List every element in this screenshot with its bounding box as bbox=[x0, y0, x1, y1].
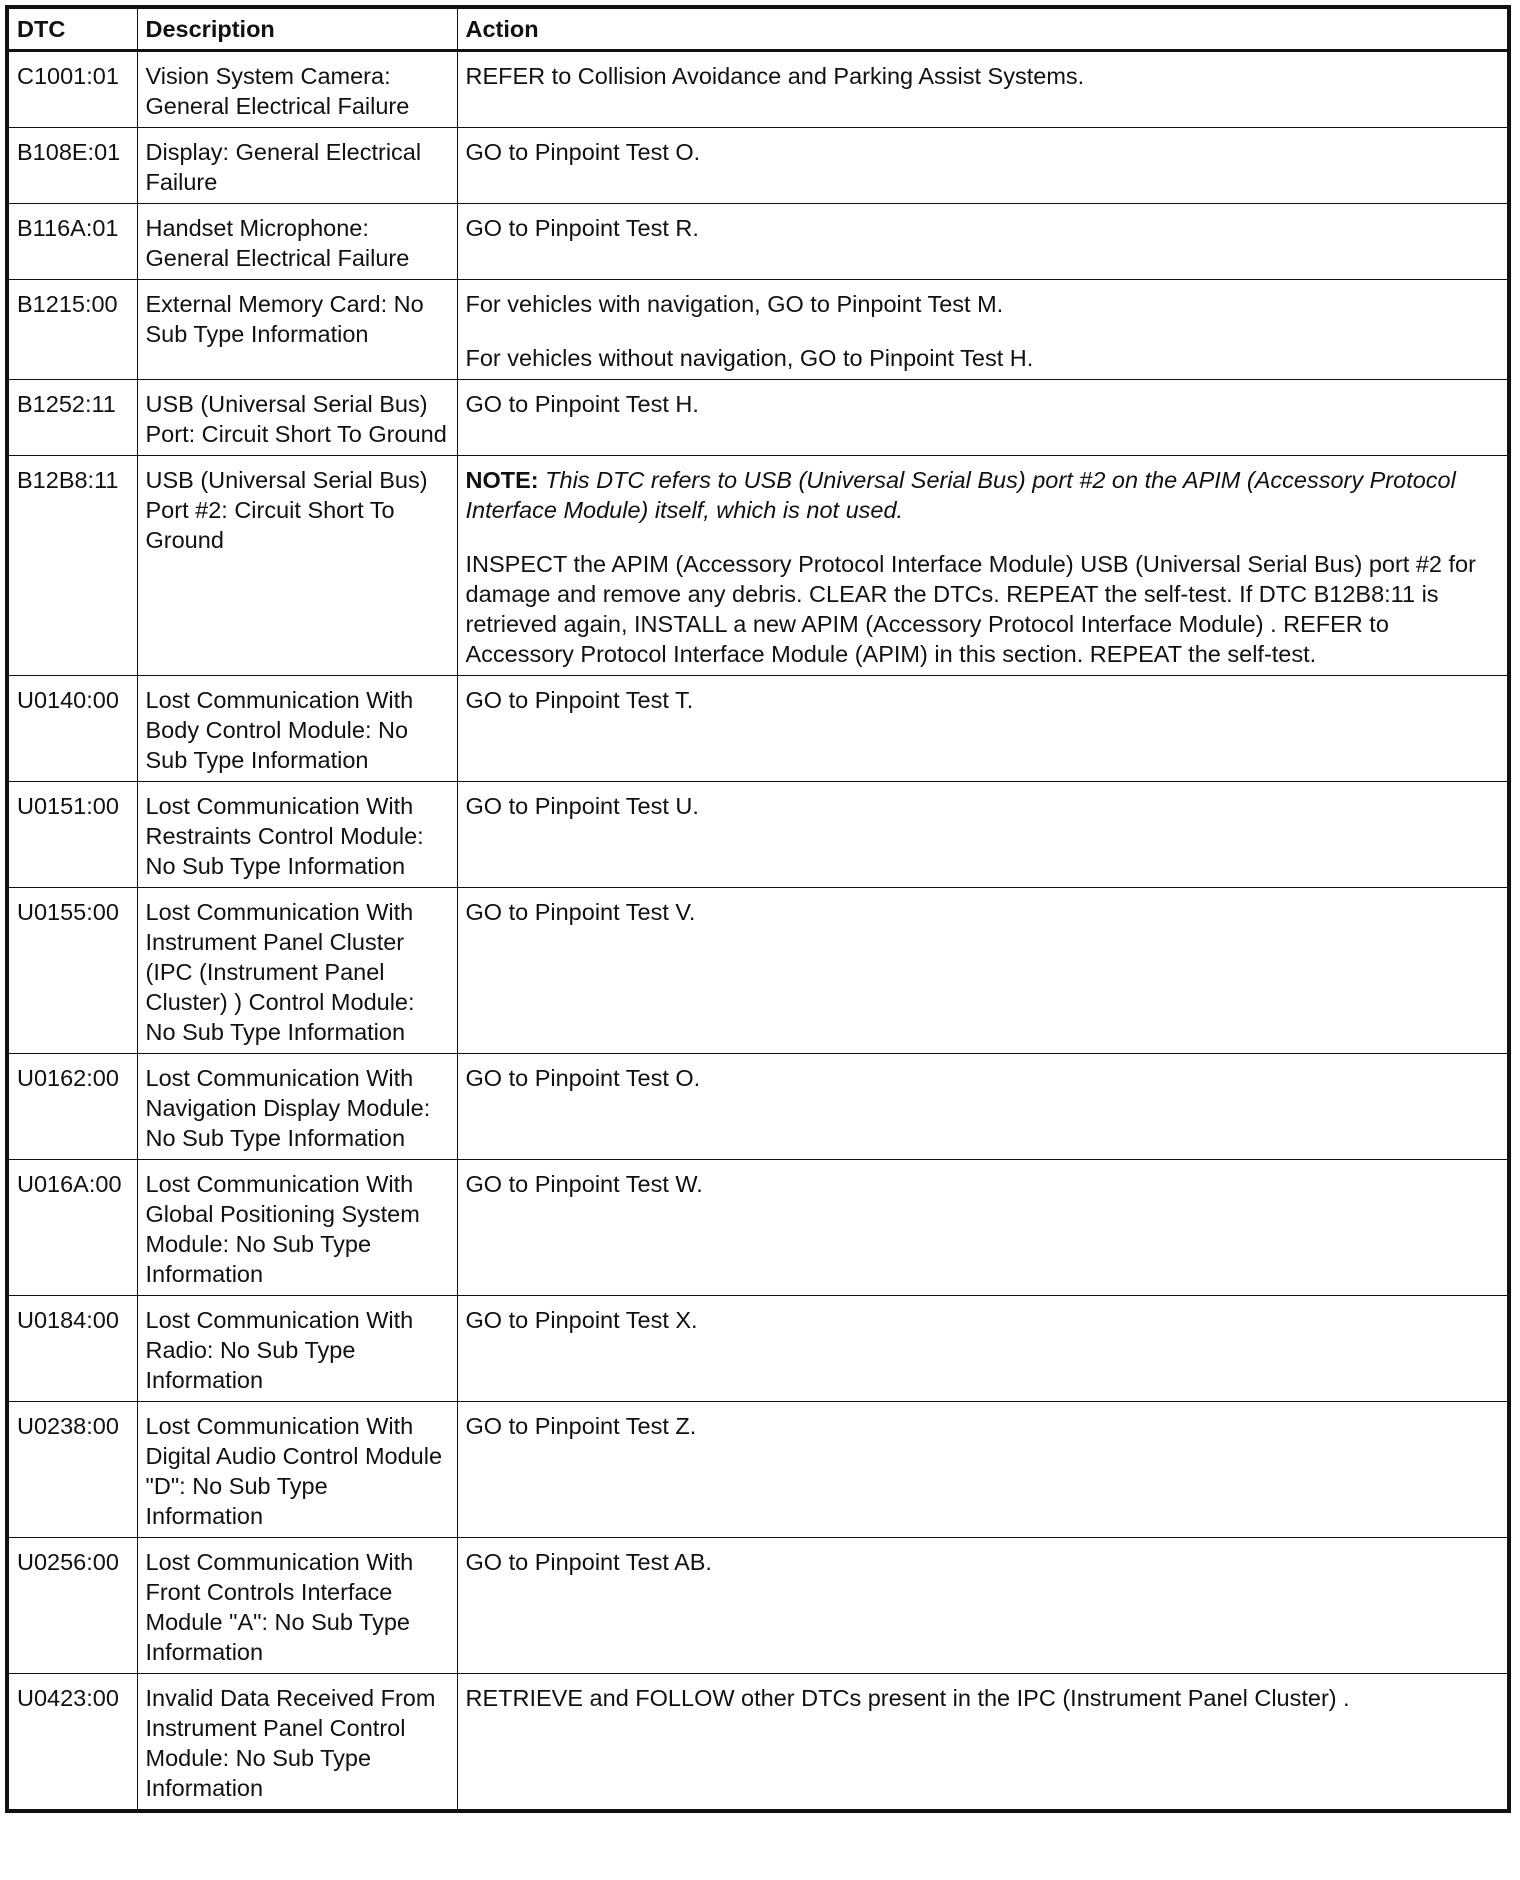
description-cell: Invalid Data Received From Instrument Panel Control Module: No Sub Type Information bbox=[137, 1674, 457, 1812]
table-row bbox=[7, 1160, 1509, 1296]
action-cell bbox=[457, 1296, 1509, 1402]
table-row bbox=[7, 1296, 1509, 1402]
description-cell: Lost Communication With Digital Audio Control Module "D": No Sub Type Information bbox=[137, 1402, 457, 1538]
description-cell: Lost Communication With Radio: No Sub Type Information bbox=[137, 1296, 457, 1402]
dtc-code-cell: U0155:00 bbox=[7, 888, 137, 1054]
description-cell: External Memory Card: No Sub Type Information bbox=[137, 280, 457, 380]
table-row bbox=[7, 1674, 1509, 1812]
action-paragraph: For vehicles with navigation, GO to Pinpoint Test M. bbox=[465, 291, 1004, 317]
note-paragraph bbox=[466, 465, 1500, 525]
table-row bbox=[7, 782, 1509, 888]
dtc-code-cell: U0256:00 bbox=[7, 1538, 137, 1674]
action-cell bbox=[457, 782, 1509, 888]
action-cell bbox=[457, 676, 1509, 782]
action-cell bbox=[457, 204, 1509, 280]
description-cell: USB (Universal Serial Bus) Port #2: Circuit Short To Ground bbox=[137, 456, 457, 676]
action-cell bbox=[457, 1160, 1509, 1296]
description-cell: Lost Communication With Instrument Panel Cluster (IPC (Instrument Panel Cluster) ) Control Module: No Sub Type Information bbox=[137, 888, 457, 1054]
action-paragraph: GO to Pinpoint Test O. bbox=[465, 139, 701, 165]
table-row bbox=[7, 128, 1509, 204]
description-cell: Lost Communication With Restraints Control Module: No Sub Type Information bbox=[137, 782, 457, 888]
action-cell bbox=[457, 380, 1509, 456]
action-cell bbox=[457, 280, 1509, 380]
action-paragraph: GO to Pinpoint Test R. bbox=[465, 215, 699, 241]
description-cell: Lost Communication With Global Positioning System Module: No Sub Type Information bbox=[137, 1160, 457, 1296]
dtc-code-cell: U0184:00 bbox=[7, 1296, 137, 1402]
description-cell: Lost Communication With Navigation Display Module: No Sub Type Information bbox=[137, 1054, 457, 1160]
action-paragraph: For vehicles without navigation, GO to Pinpoint Test H. bbox=[465, 345, 1034, 371]
table-row bbox=[7, 888, 1509, 1054]
table-row bbox=[7, 1054, 1509, 1160]
action-paragraph: GO to Pinpoint Test U. bbox=[465, 793, 699, 819]
table-body bbox=[7, 51, 1509, 1812]
action-cell bbox=[457, 1402, 1509, 1538]
header-row bbox=[7, 7, 1509, 51]
table-row bbox=[7, 456, 1509, 676]
action-paragraph: GO to Pinpoint Test T. bbox=[465, 687, 694, 713]
action-paragraph: GO to Pinpoint Test H. bbox=[465, 391, 699, 417]
description-cell: Lost Communication With Front Controls Interface Module "A": No Sub Type Information bbox=[137, 1538, 457, 1674]
description-cell: Lost Communication With Body Control Module: No Sub Type Information bbox=[137, 676, 457, 782]
table-row bbox=[7, 380, 1509, 456]
table-row bbox=[7, 676, 1509, 782]
table-row bbox=[7, 280, 1509, 380]
dtc-code-cell: U016A:00 bbox=[7, 1160, 137, 1296]
header-description: Description bbox=[137, 7, 457, 51]
action-paragraph: GO to Pinpoint Test V. bbox=[465, 899, 696, 925]
note-label: NOTE: bbox=[465, 467, 539, 493]
action-cell bbox=[457, 51, 1509, 128]
action-cell bbox=[457, 1538, 1509, 1674]
dtc-code-cell: U0423:00 bbox=[7, 1674, 137, 1812]
action-paragraph: GO to Pinpoint Test Z. bbox=[465, 1413, 697, 1439]
dtc-code-cell: U0238:00 bbox=[7, 1402, 137, 1538]
action-paragraph: GO to Pinpoint Test W. bbox=[465, 1171, 703, 1197]
dtc-table bbox=[5, 5, 1511, 1813]
action-cell bbox=[457, 888, 1509, 1054]
dtc-code-cell: U0151:00 bbox=[7, 782, 137, 888]
dtc-code-cell: C1001:01 bbox=[7, 51, 137, 128]
table-row bbox=[7, 1402, 1509, 1538]
dtc-code-cell: B1215:00 bbox=[7, 280, 137, 380]
table-header bbox=[7, 7, 1509, 51]
action-paragraph: RETRIEVE and FOLLOW other DTCs present in the IPC (Instrument Panel Cluster) . bbox=[465, 1685, 1350, 1711]
dtc-code-cell: B1252:11 bbox=[7, 380, 137, 456]
action-cell bbox=[457, 1674, 1509, 1812]
action-paragraph: INSPECT the APIM (Accessory Protocol Interface Module) USB (Universal Serial Bus) port #2 for damage and remove any debris. CLEAR the DTCs. REPEAT the self-test. If DTC B12B8:11 is retrieved again, INSTALL a new APIM (Accessory Protocol Interface Module) . REFER to Accessory Protocol Interface Module (APIM) in this section. REPEAT the self-test. bbox=[465, 551, 1476, 667]
action-paragraph: GO to Pinpoint Test AB. bbox=[465, 1549, 712, 1575]
table-row bbox=[7, 204, 1509, 280]
dtc-code-cell: B12B8:11 bbox=[7, 456, 137, 676]
description-cell: USB (Universal Serial Bus) Port: Circuit Short To Ground bbox=[137, 380, 457, 456]
action-paragraph: GO to Pinpoint Test X. bbox=[465, 1307, 698, 1333]
description-cell: Vision System Camera: General Electrical Failure bbox=[137, 51, 457, 128]
header-action: Action bbox=[457, 7, 1509, 51]
table-row bbox=[7, 51, 1509, 128]
header-dtc: DTC bbox=[7, 7, 137, 51]
dtc-code-cell: B108E:01 bbox=[7, 128, 137, 204]
note-text: This DTC refers to USB (Universal Serial Bus) port #2 on the APIM (Accessory Protocol Interface Module) itself, which is not used. bbox=[465, 467, 1456, 523]
action-cell bbox=[457, 456, 1509, 676]
table-row bbox=[7, 1538, 1509, 1674]
description-cell: Handset Microphone: General Electrical Failure bbox=[137, 204, 457, 280]
dtc-code-cell: B116A:01 bbox=[7, 204, 137, 280]
dtc-code-cell: U0140:00 bbox=[7, 676, 137, 782]
action-paragraph: GO to Pinpoint Test O. bbox=[465, 1065, 701, 1091]
action-paragraph: REFER to Collision Avoidance and Parking Assist Systems. bbox=[465, 63, 1085, 89]
action-cell bbox=[457, 128, 1509, 204]
description-cell: Display: General Electrical Failure bbox=[137, 128, 457, 204]
action-cell bbox=[457, 1054, 1509, 1160]
dtc-code-cell: U0162:00 bbox=[7, 1054, 137, 1160]
